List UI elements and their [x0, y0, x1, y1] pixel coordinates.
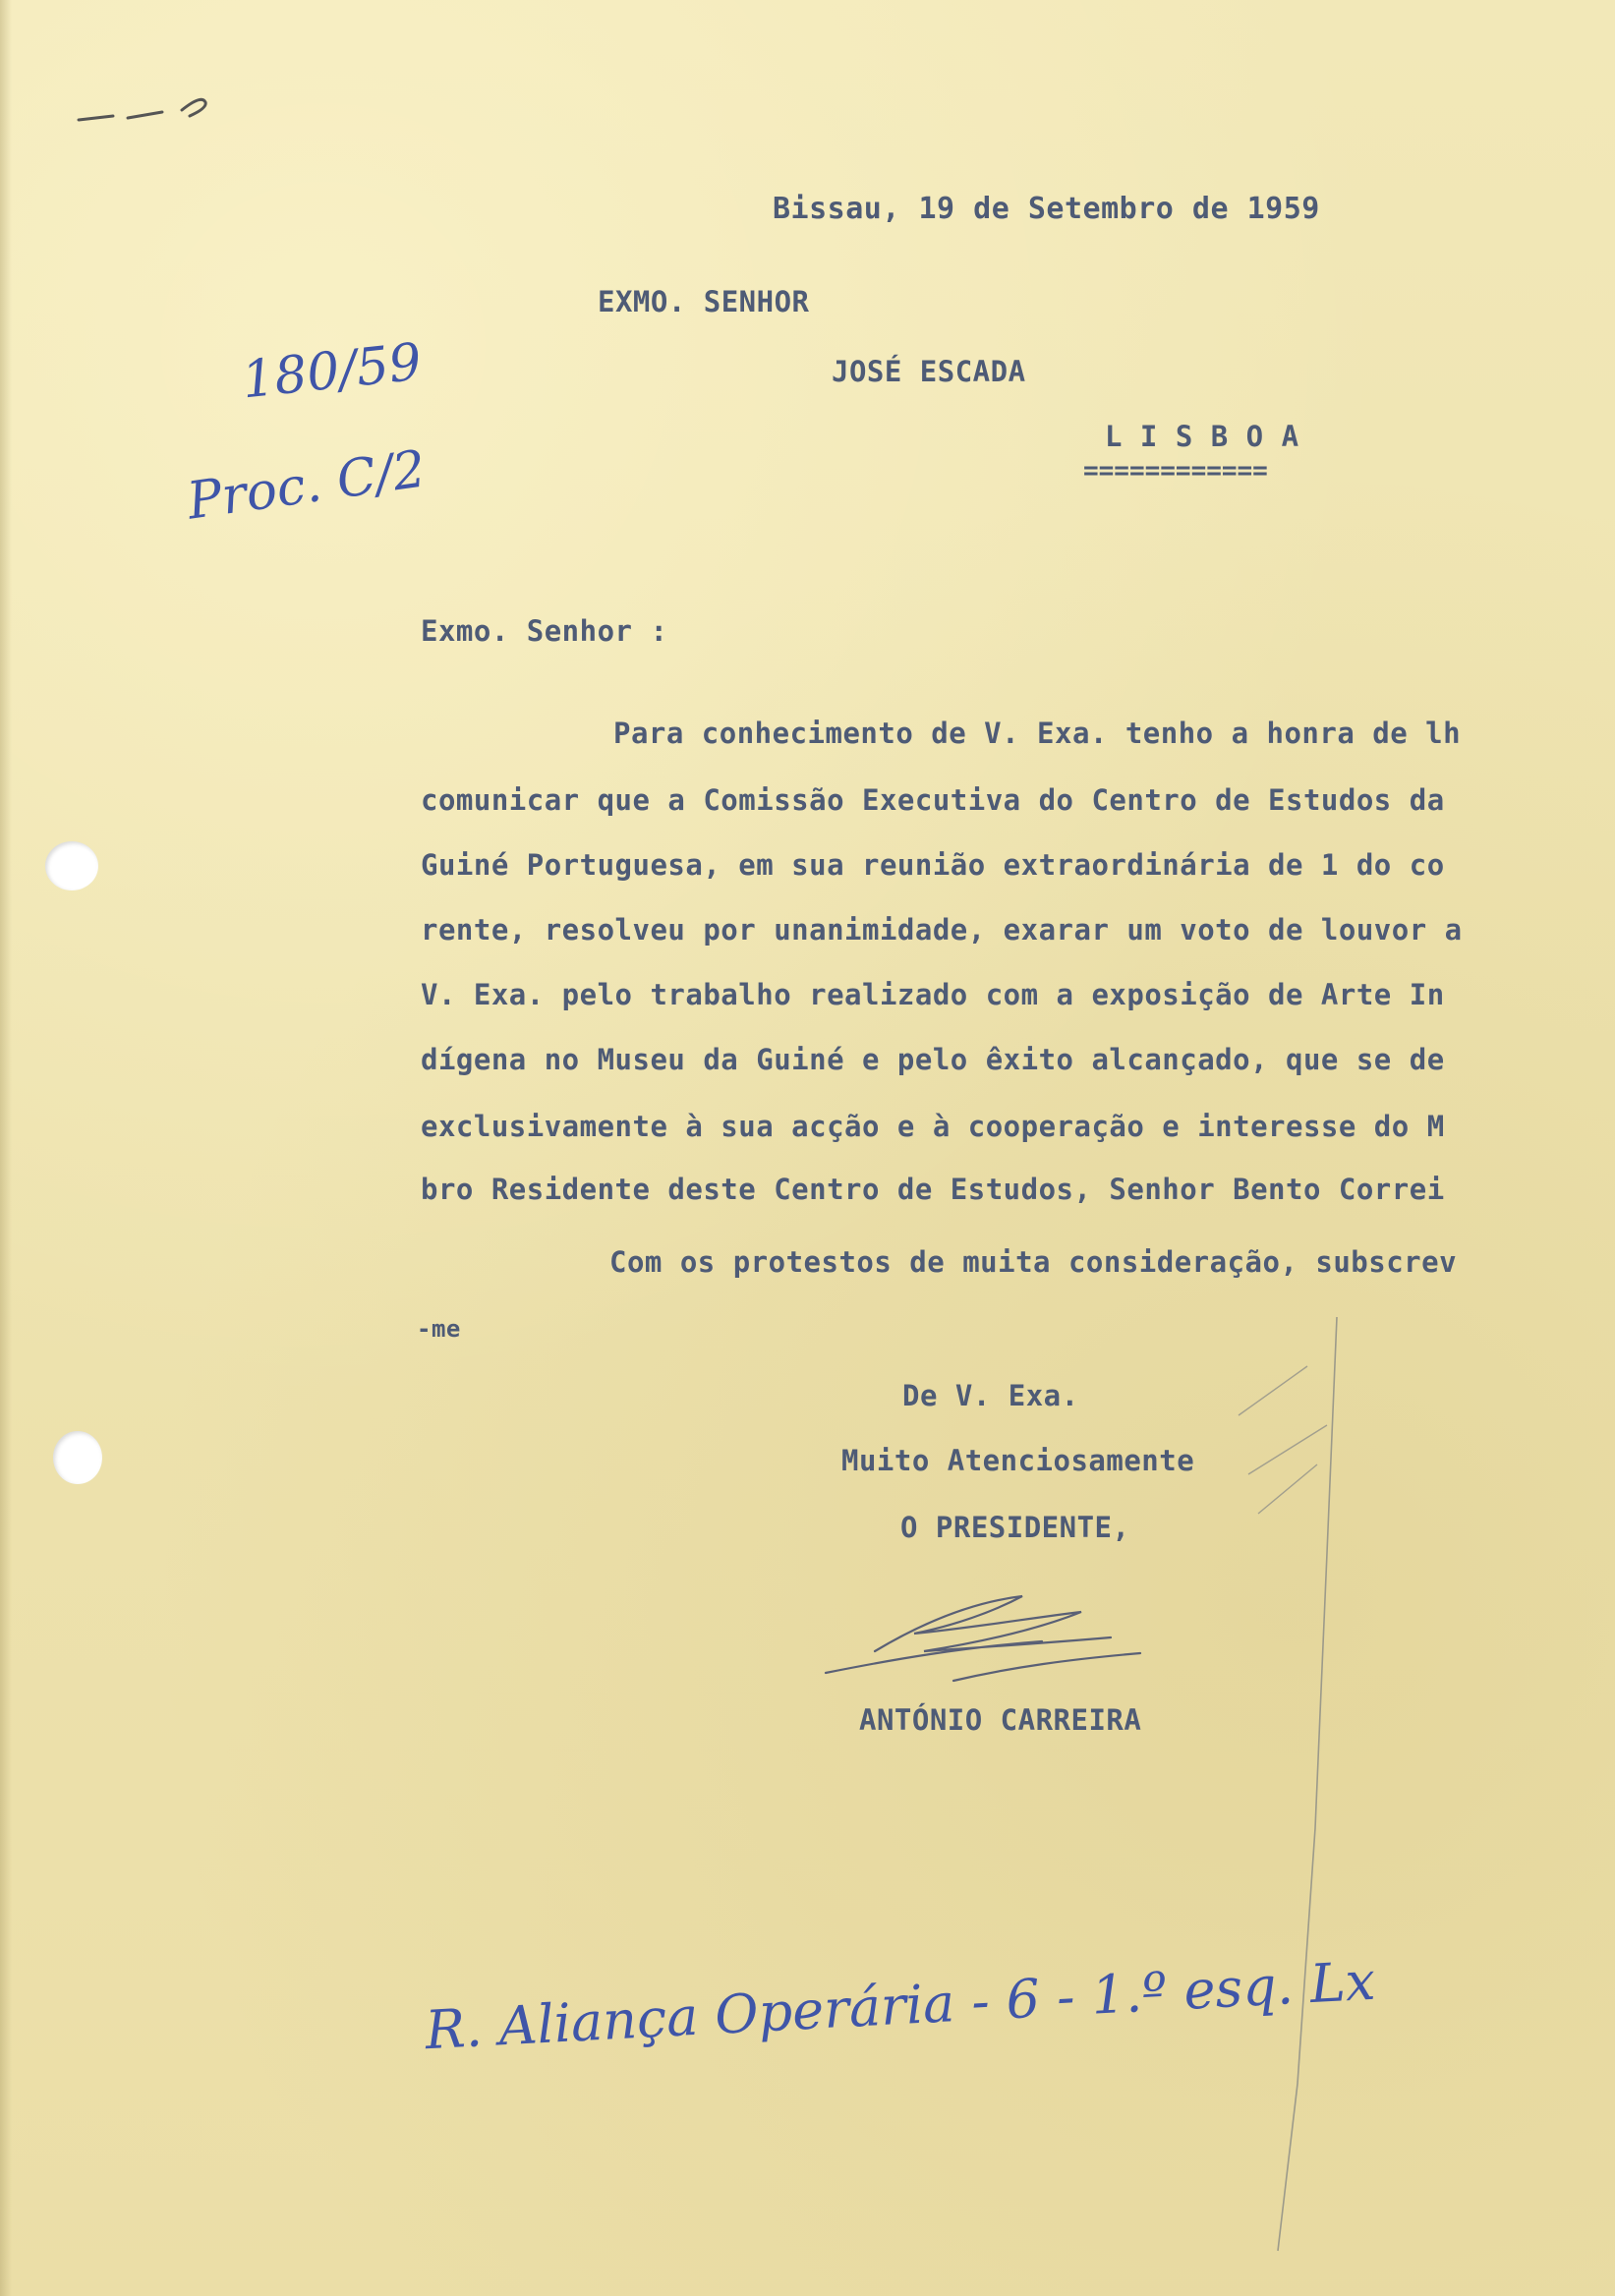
body-line-8: bro Residente deste Centro de Estudos, Senhor Bento Correi: [421, 1173, 1445, 1206]
body-line-1: Para conhecimento de V. Exa. tenho a honra de lh: [613, 717, 1462, 750]
process-annotation: Proc. C/2: [184, 439, 430, 532]
body-line-5: V. Exa. pelo trabalho realizado com a exposição de Arte In: [421, 978, 1445, 1011]
pen-mark-top: [74, 88, 211, 138]
punch-hole-bottom: [53, 1431, 102, 1484]
signoff-line-1: De V. Exa.: [902, 1379, 1079, 1412]
handwritten-signature: [816, 1582, 1150, 1691]
greeting: Exmo. Senhor :: [421, 614, 668, 648]
address-annotation: R. Aliança Operária - 6 - 1.º esq. Lx: [423, 1949, 1377, 2062]
body-line-4: rente, resolveu por unanimidade, exarar um voto de louvor a: [421, 913, 1463, 947]
punch-hole-top: [45, 841, 98, 890]
closing-line-1: Com os protestos de muita consideração, subscrev: [609, 1245, 1458, 1279]
recipient-salutation: EXMO. SENHOR: [598, 285, 810, 318]
body-line-7: exclusivamente à sua acção e à cooperação e interesse do M: [421, 1110, 1445, 1143]
signoff-line-3: O PRESIDENTE,: [900, 1511, 1130, 1544]
recipient-name: JOSÉ ESCADA: [832, 355, 1026, 388]
closing-line-2: -me: [417, 1315, 461, 1343]
paper-edge-shadow: [0, 0, 12, 2296]
signatory-name: ANTÓNIO CARREIRA: [859, 1703, 1142, 1737]
body-line-3: Guiné Portuguesa, em sua reunião extraordinária de 1 do co: [421, 848, 1445, 882]
reference-number-annotation: 180/59: [239, 332, 425, 411]
place-date: Bissau, 19 de Setembro de 1959: [773, 192, 1320, 226]
recipient-city: L I S B O A: [1105, 420, 1299, 453]
recipient-city-underline: ============: [1083, 456, 1268, 486]
pencil-marks: [1219, 1278, 1356, 2261]
body-line-6: dígena no Museu da Guiné e pelo êxito alcançado, que se de: [421, 1043, 1445, 1076]
signoff-line-2: Muito Atenciosamente: [841, 1444, 1195, 1477]
body-line-2: comunicar que a Comissão Executiva do Centro de Estudos da: [421, 783, 1445, 817]
